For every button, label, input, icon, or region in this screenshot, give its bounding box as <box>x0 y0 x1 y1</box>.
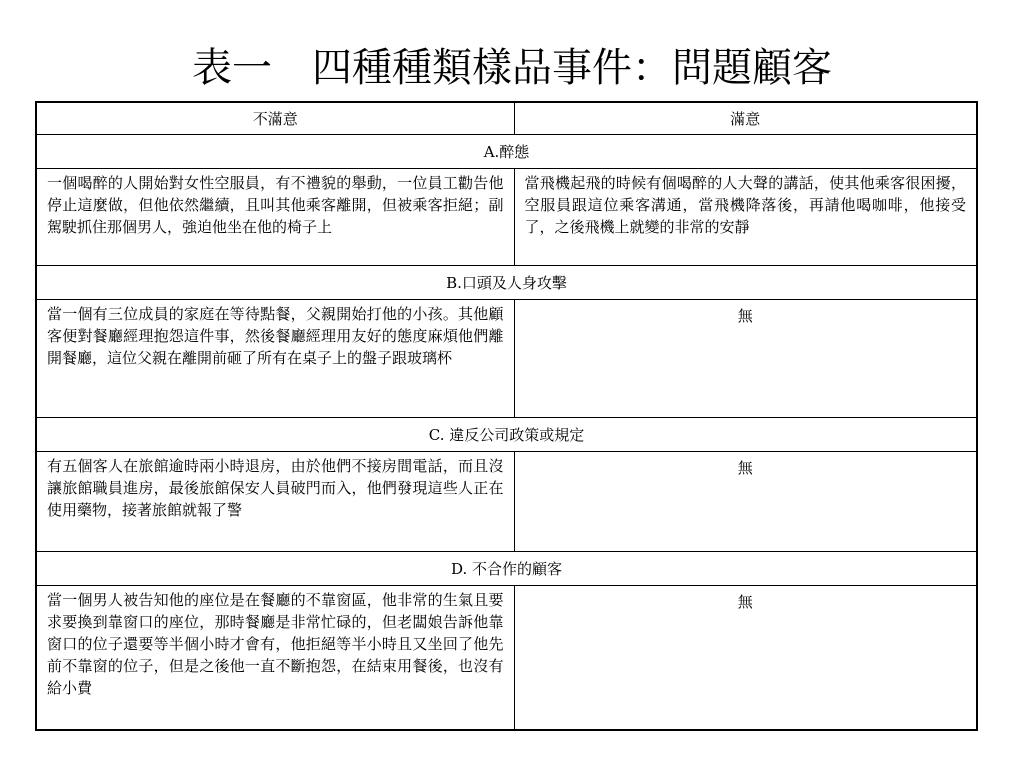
category-row <box>36 135 977 169</box>
category-row <box>36 266 977 300</box>
category-d: D. 不合作的顧客 <box>36 552 977 586</box>
event-c-dissatisfied: 有五個客人在旅館逾時兩小時退房，由於他們不接房間電話，而且沒讓旅館職員進房，最後旅館保安人員破門而入，他們發現這些人正在使用藥物，接著旅館就報了警 <box>36 452 514 552</box>
event-a-dissatisfied: 一個喝醉的人開始對女性空服員，有不禮貌的舉動，一位員工勸告他停止這麼做，但他依然繼續，且叫其他乘客離開，但被乘客拒絕；副駕駛抓住那個男人，強迫他坐在他的椅子上 <box>36 169 514 266</box>
table-row <box>36 586 977 731</box>
table-row <box>36 169 977 266</box>
category-c: C. 違反公司政策或規定 <box>36 418 977 452</box>
category-a: A.醉態 <box>36 135 977 169</box>
events-table <box>35 101 978 731</box>
category-b: B.口頭及人身攻擊 <box>36 266 977 300</box>
event-d-satisfied: 無 <box>514 586 977 731</box>
header-satisfied: 滿意 <box>514 102 977 135</box>
category-row <box>36 552 977 586</box>
category-row <box>36 418 977 452</box>
event-c-satisfied: 無 <box>514 452 977 552</box>
event-b-satisfied: 無 <box>514 300 977 418</box>
header-dissatisfied: 不滿意 <box>36 102 514 135</box>
table-header-row <box>36 102 977 135</box>
event-a-satisfied: 當飛機起飛的時候有個喝醉的人大聲的講話，使其他乘客很困擾，空服員跟這位乘客溝通，當飛機降落後，再請他喝咖啡，他接受了，之後飛機上就變的非常的安靜 <box>514 169 977 266</box>
event-b-dissatisfied: 當一個有三位成員的家庭在等待點餐，父親開始打他的小孩。其他顧客便對餐廳經理抱怨這件事，然後餐廳經理用友好的態度麻煩他們離開餐廳，這位父親在離開前砸了所有在桌子上的盤子跟玻璃杯 <box>36 300 514 418</box>
table-row <box>36 300 977 418</box>
table-row <box>36 452 977 552</box>
slide-title: 表一 四種種類樣品事件：問題顧客 <box>192 45 832 91</box>
events-table-container <box>35 101 976 731</box>
event-d-dissatisfied: 當一個男人被告知他的座位是在餐廳的不靠窗區，他非常的生氣且要求要換到靠窗口的座位，那時餐廳是非常忙碌的，但老闆娘告訴他靠窗口的位子還要等半個小時才會有，他拒絕等半小時且又坐回了他先前不靠窗的位子，但是之後他一直不斷抱怨，在結束用餐後，也沒有給小費 <box>36 586 514 731</box>
